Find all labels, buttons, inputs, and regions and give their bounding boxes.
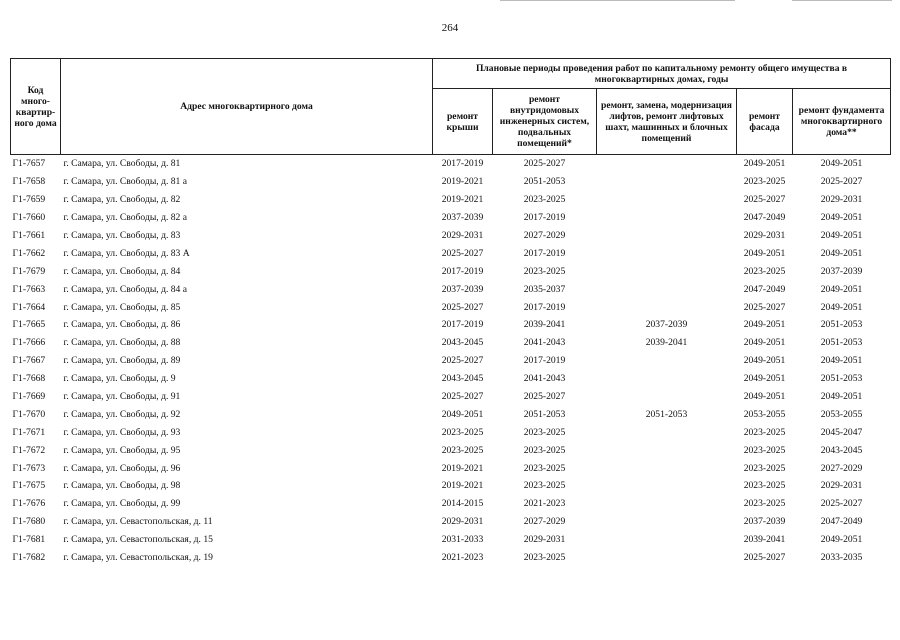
row-facade-period: 2049-2051 <box>743 247 786 259</box>
header-elevators: ремонт, замена, модернизация лифтов, ремонт лифтовых шахт, машинных и блочных помещений <box>597 89 737 155</box>
row-foundation-period: 2051-2053 <box>820 337 863 349</box>
row-foundation-period: 2025-2027 <box>820 498 863 510</box>
row-roof-period: 2029-2031 <box>441 230 484 241</box>
header-foundation: ремонт фундамента многоквартирного дома** <box>793 89 891 155</box>
table-row <box>11 244 891 262</box>
row-elevator-period <box>597 459 737 477</box>
row-facade-period: 2049-2051 <box>743 391 786 403</box>
header-engineering: ремонт внутридомовых инженерных систем, подвальных помещений* <box>493 89 597 155</box>
row-code: Г1-7666 <box>12 337 46 349</box>
row-engineering-period: 2023-2025 <box>523 552 566 564</box>
row-foundation-period: 2049-2051 <box>820 247 863 259</box>
row-code: Г1-7681 <box>12 534 46 546</box>
table-body <box>11 155 891 567</box>
row-facade-period: 2025-2027 <box>743 194 786 206</box>
row-foundation-period: 2033-2035 <box>820 552 863 564</box>
row-roof-period: 2037-2039 <box>441 283 484 295</box>
row-roof-period: 2025-2027 <box>441 391 484 403</box>
header-planned-periods: Плановые периоды проведения работ по капитальному ремонту общего имущества в многоквартирных домах, годы <box>433 59 891 89</box>
row-address: г. Самара, ул. Севастопольская, д. 11 <box>63 516 213 528</box>
row-address: г. Самара, ул. Свободы, д. 96 <box>63 462 181 474</box>
row-roof-period: 2025-2027 <box>441 301 484 313</box>
row-elevator-period <box>597 262 737 280</box>
row-elevator-period <box>597 441 737 459</box>
top-edge-line <box>792 0 892 1</box>
table-row <box>11 352 891 370</box>
row-engineering-period: 2039-2041 <box>523 319 566 331</box>
row-engineering-period: 2025-2027 <box>523 391 566 403</box>
table-row <box>11 549 891 567</box>
row-address: г. Самара, ул. Свободы, д. 81 <box>63 158 181 170</box>
row-foundation-period: 2029-2031 <box>820 194 863 206</box>
row-address: г. Самара, ул. Свободы, д. 88 <box>63 337 181 349</box>
row-roof-period: 2025-2027 <box>441 247 484 259</box>
row-roof-period: 2019-2021 <box>441 194 484 206</box>
table-row <box>11 227 891 245</box>
row-code: Г1-7673 <box>12 462 46 474</box>
table-row <box>11 423 891 441</box>
row-roof-period: 2029-2031 <box>441 516 484 528</box>
row-elevator-period: 2037-2039 <box>645 319 688 331</box>
row-address: г. Самара, ул. Свободы, д. 9 <box>63 373 176 385</box>
row-foundation-period: 2027-2029 <box>820 462 863 474</box>
row-code: Г1-7657 <box>12 158 46 170</box>
table-row <box>11 495 891 513</box>
header-address: Адрес многоквартирного дома <box>61 59 433 155</box>
row-foundation-period: 2029-2031 <box>820 480 863 492</box>
row-facade-period: 2023-2025 <box>743 498 786 510</box>
table-row <box>11 441 891 459</box>
table-row <box>11 388 891 406</box>
table-row <box>11 155 891 173</box>
row-foundation-period: 2025-2027 <box>820 176 863 188</box>
header-roof: ремонт крыши <box>433 89 493 155</box>
row-engineering-period: 2041-2043 <box>523 373 566 385</box>
row-elevator-period <box>597 280 737 298</box>
row-code: Г1-7667 <box>12 355 46 367</box>
row-facade-period: 2053-2055 <box>743 408 786 420</box>
row-facade-period: 2025-2027 <box>743 301 786 313</box>
row-roof-period: 2017-2019 <box>441 158 484 170</box>
row-roof-period: 2019-2021 <box>441 462 484 474</box>
table-row <box>11 334 891 352</box>
row-address: г. Самара, ул. Свободы, д. 84 <box>63 265 181 277</box>
row-code: Г1-7680 <box>12 516 46 528</box>
row-code: Г1-7664 <box>12 301 46 313</box>
row-elevator-period <box>597 173 737 191</box>
table-row <box>11 298 891 316</box>
row-foundation-period: 2045-2047 <box>820 426 863 438</box>
table-row <box>11 191 891 209</box>
row-facade-period: 2023-2025 <box>743 176 786 188</box>
table-row <box>11 477 891 495</box>
row-foundation-period: 2037-2039 <box>820 265 863 277</box>
row-code: Г1-7660 <box>12 212 46 224</box>
row-address: г. Самара, ул. Свободы, д. 82 <box>63 194 181 206</box>
row-code: Г1-7669 <box>12 391 46 403</box>
row-code: Г1-7679 <box>12 265 46 277</box>
row-code: Г1-7682 <box>12 552 46 564</box>
row-elevator-period <box>597 155 737 173</box>
row-address: г. Самара, ул. Свободы, д. 82 а <box>63 212 187 224</box>
row-facade-period: 2047-2049 <box>743 212 786 224</box>
row-facade-period: 2029-2031 <box>743 230 786 241</box>
row-address: г. Самара, ул. Свободы, д. 85 <box>63 301 181 313</box>
row-engineering-period: 2023-2025 <box>523 480 566 492</box>
row-elevator-period <box>597 495 737 513</box>
header-facade: ремонт фасада <box>737 89 793 155</box>
row-foundation-period: 2049-2051 <box>820 230 863 241</box>
table-row <box>11 173 891 191</box>
row-code: Г1-7659 <box>12 194 46 206</box>
row-engineering-period: 2029-2031 <box>523 534 566 546</box>
row-engineering-period: 2017-2019 <box>523 301 566 313</box>
row-address: г. Самара, ул. Свободы, д. 99 <box>63 498 181 510</box>
row-address: г. Самара, ул. Свободы, д. 95 <box>63 444 181 456</box>
row-roof-period: 2043-2045 <box>441 337 484 349</box>
row-engineering-period: 2027-2029 <box>523 230 566 241</box>
row-engineering-period: 2041-2043 <box>523 337 566 349</box>
row-roof-period: 2017-2019 <box>441 319 484 331</box>
row-address: г. Самара, ул. Свободы, д. 83 <box>63 230 181 241</box>
row-facade-period: 2047-2049 <box>743 283 786 295</box>
row-facade-period: 2049-2051 <box>743 373 786 385</box>
row-roof-period: 2025-2027 <box>441 355 484 367</box>
row-elevator-period <box>597 191 737 209</box>
table-header <box>11 59 891 155</box>
row-engineering-period: 2035-2037 <box>523 283 566 295</box>
row-engineering-period: 2051-2053 <box>523 408 566 420</box>
row-facade-period: 2023-2025 <box>743 462 786 474</box>
row-roof-period: 2023-2025 <box>441 444 484 456</box>
table-row <box>11 316 891 334</box>
row-roof-period: 2021-2023 <box>441 552 484 564</box>
row-engineering-period: 2023-2025 <box>523 265 566 277</box>
row-foundation-period: 2049-2051 <box>820 158 863 170</box>
row-engineering-period: 2051-2053 <box>523 176 566 188</box>
row-roof-period: 2037-2039 <box>441 212 484 224</box>
row-foundation-period: 2047-2049 <box>820 516 863 528</box>
table-row <box>11 209 891 227</box>
row-address: г. Самара, ул. Севастопольская, д. 19 <box>63 552 213 564</box>
table-row <box>11 280 891 298</box>
top-edge-line <box>500 0 735 1</box>
row-engineering-period: 2023-2025 <box>523 462 566 474</box>
row-elevator-period <box>597 477 737 495</box>
row-engineering-period: 2021-2023 <box>523 498 566 510</box>
row-elevator-period <box>597 388 737 406</box>
row-foundation-period: 2049-2051 <box>820 534 863 546</box>
row-elevator-period: 2051-2053 <box>645 408 688 420</box>
header-code: Код много-квартир-ного дома <box>11 59 61 155</box>
row-elevator-period <box>597 244 737 262</box>
row-facade-period: 2039-2041 <box>743 534 786 546</box>
row-engineering-period: 2017-2019 <box>523 247 566 259</box>
row-address: г. Самара, ул. Свободы, д. 89 <box>63 355 181 367</box>
row-address: г. Самара, ул. Свободы, д. 92 <box>63 408 181 420</box>
row-code: Г1-7662 <box>12 247 46 259</box>
row-facade-period: 2025-2027 <box>743 552 786 564</box>
row-foundation-period: 2051-2053 <box>820 319 863 331</box>
row-foundation-period: 2049-2051 <box>820 301 863 313</box>
row-address: г. Самара, ул. Свободы, д. 86 <box>63 319 181 331</box>
row-code: Г1-7675 <box>12 480 46 492</box>
row-elevator-period <box>597 513 737 531</box>
table-row <box>11 370 891 388</box>
row-address: г. Самара, ул. Севастопольская, д. 15 <box>63 534 213 546</box>
row-code: Г1-7672 <box>12 444 46 456</box>
row-code: Г1-7670 <box>12 408 46 420</box>
row-facade-period: 2023-2025 <box>743 480 786 492</box>
row-engineering-period: 2017-2019 <box>523 212 566 224</box>
row-code: Г1-7676 <box>12 498 46 510</box>
row-address: г. Самара, ул. Свободы, д. 98 <box>63 480 181 492</box>
row-roof-period: 2017-2019 <box>441 265 484 277</box>
row-engineering-period: 2017-2019 <box>523 355 566 367</box>
table-row <box>11 459 891 477</box>
row-engineering-period: 2023-2025 <box>523 194 566 206</box>
row-elevator-period <box>597 352 737 370</box>
row-code: Г1-7665 <box>12 319 46 331</box>
row-facade-period: 2037-2039 <box>743 516 786 528</box>
row-engineering-period: 2023-2025 <box>523 426 566 438</box>
row-address: г. Самара, ул. Свободы, д. 81 а <box>63 176 187 188</box>
row-code: Г1-7661 <box>12 230 46 241</box>
row-facade-period: 2049-2051 <box>743 158 786 170</box>
row-code: Г1-7671 <box>12 426 46 438</box>
row-address: г. Самара, ул. Свободы, д. 93 <box>63 426 181 438</box>
row-roof-period: 2043-2045 <box>441 373 484 385</box>
row-foundation-period: 2053-2055 <box>820 408 863 420</box>
row-elevator-period: 2039-2041 <box>645 337 688 349</box>
row-code: Г1-7668 <box>12 373 46 385</box>
row-address: г. Самара, ул. Свободы, д. 84 а <box>63 283 187 295</box>
row-facade-period: 2023-2025 <box>743 426 786 438</box>
row-elevator-period <box>597 531 737 549</box>
row-code: Г1-7658 <box>12 176 46 188</box>
row-roof-period: 2014-2015 <box>441 498 484 510</box>
row-address: г. Самара, ул. Свободы, д. 83 А <box>63 247 190 259</box>
row-roof-period: 2023-2025 <box>441 426 484 438</box>
row-elevator-period <box>597 298 737 316</box>
row-roof-period: 2049-2051 <box>441 408 484 420</box>
row-engineering-period: 2027-2029 <box>523 516 566 528</box>
row-foundation-period: 2049-2051 <box>820 283 863 295</box>
page-number: 264 <box>441 22 459 34</box>
row-roof-period: 2019-2021 <box>441 480 484 492</box>
row-engineering-period: 2023-2025 <box>523 444 566 456</box>
row-roof-period: 2019-2021 <box>441 176 484 188</box>
table-row <box>11 513 891 531</box>
table-row <box>11 405 891 423</box>
row-facade-period: 2049-2051 <box>743 337 786 349</box>
row-foundation-period: 2043-2045 <box>820 444 863 456</box>
row-foundation-period: 2051-2053 <box>820 373 863 385</box>
row-facade-period: 2049-2051 <box>743 319 786 331</box>
row-engineering-period: 2025-2027 <box>523 158 566 170</box>
capital-repair-table <box>10 58 891 566</box>
row-foundation-period: 2049-2051 <box>820 391 863 403</box>
row-code: Г1-7663 <box>12 283 46 295</box>
row-address: г. Самара, ул. Свободы, д. 91 <box>63 391 181 403</box>
row-foundation-period: 2049-2051 <box>820 355 863 367</box>
row-facade-period: 2049-2051 <box>743 355 786 367</box>
row-facade-period: 2023-2025 <box>743 444 786 456</box>
row-elevator-period <box>597 423 737 441</box>
row-elevator-period <box>597 549 737 567</box>
row-elevator-period <box>597 370 737 388</box>
row-foundation-period: 2049-2051 <box>820 212 863 224</box>
row-roof-period: 2031-2033 <box>441 534 484 546</box>
table-row <box>11 262 891 280</box>
row-elevator-period <box>597 209 737 227</box>
table-row <box>11 531 891 549</box>
row-facade-period: 2023-2025 <box>743 265 786 277</box>
row-elevator-period <box>597 227 737 245</box>
